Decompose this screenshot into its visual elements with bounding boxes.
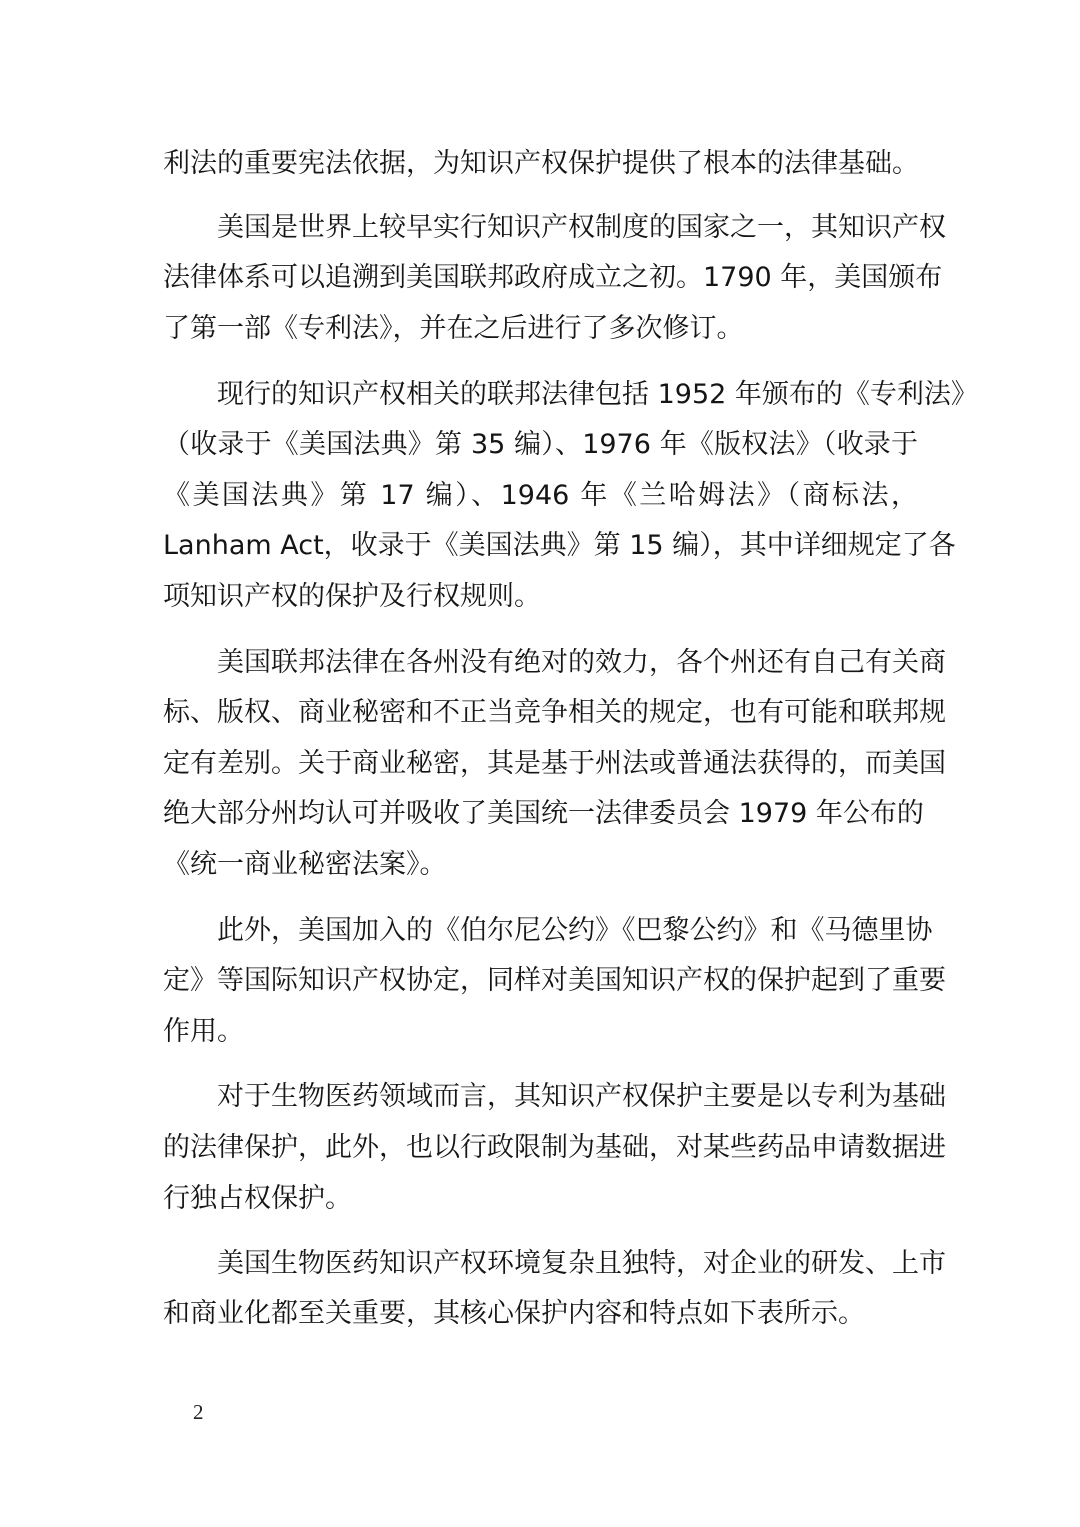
text-line: 《美国法典》第 17 编）、1946 年《兰哈姆法》（商标法， (163, 480, 918, 511)
text-line: 和商业化都至关重要，其核心保护内容和特点如下表所示。 (163, 1298, 865, 1329)
text-line: 行独占权保护。 (163, 1183, 352, 1214)
text-line: 美国联邦法律在各州没有绝对的效力，各个州还有自己有关商 (163, 647, 946, 678)
text-line: 定》等国际知识产权协定，同样对美国知识产权的保护起到了重要 (163, 965, 946, 996)
text-line: 此外，美国加入的《伯尔尼公约》《巴黎公约》和《马德里协 (163, 915, 933, 946)
text-line: 对于生物医药领域而言，其知识产权保护主要是以专利为基础 (163, 1081, 946, 1112)
text-line: 美国生物医药知识产权环境复杂且独特，对企业的研发、上市 (163, 1248, 946, 1279)
text-line: 法律体系可以追溯到美国联邦政府成立之初。1790 年，美国颁布 (163, 262, 943, 293)
text-line: 定有差别。关于商业秘密，其是基于州法或普通法获得的，而美国 (163, 748, 946, 779)
text-line: 的法律保护，此外，也以行政限制为基础，对某些药品申请数据进 (163, 1132, 946, 1163)
text-line: 《统一商业秘密法案》。 (163, 849, 447, 880)
text-line: 项知识产权的保护及行权规则。 (163, 581, 541, 612)
text-line: 作用。 (163, 1016, 244, 1047)
text-line: 美国是世界上较早实行知识产权制度的国家之一，其知识产权 (163, 212, 946, 243)
text-line: Lanham Act，收录于《美国法典》第 15 编），其中详细规定了各 (163, 530, 956, 561)
text-line: 了第一部《专利法》，并在之后进行了多次修订。 (163, 313, 744, 344)
text-line: 现行的知识产权相关的联邦法律包括 1952 年颁布的《专利法》 (163, 379, 978, 410)
page-number: 2 (193, 1400, 204, 1424)
text-line: 绝大部分州均认可并吸收了美国统一法律委员会 1979 年公布的 (163, 798, 924, 829)
text-line: （收录于《美国法典》第 35 编）、1976 年《版权法》（收录于 (163, 429, 918, 460)
text-line: 标、版权、商业秘密和不正当竞争相关的规定，也有可能和联邦规 (163, 697, 946, 728)
text-line: 利法的重要宪法依据，为知识产权保护提供了根本的法律基础。 (163, 148, 919, 179)
